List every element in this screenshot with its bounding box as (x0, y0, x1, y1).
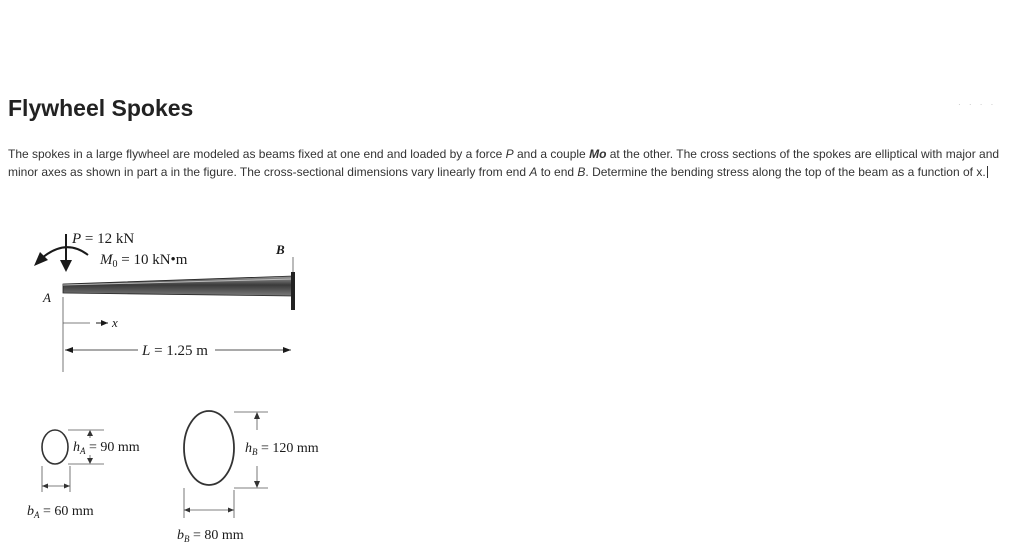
moment-value: = 10 kN•m (117, 252, 188, 268)
problem-text: . Determine the bending stress along the top of the beam as a function of x. (585, 165, 986, 179)
symbol-a: A (529, 165, 538, 179)
ha-value: = 90 mm (85, 440, 140, 455)
x-label: x (112, 315, 118, 330)
ba-value: = 60 mm (39, 504, 94, 519)
bb-value: = 80 mm (189, 528, 244, 543)
fixed-support (291, 272, 295, 310)
length-value: = 1.25 m (150, 343, 208, 359)
bb-symbol: b (177, 528, 184, 543)
moment-label (99, 252, 188, 270)
problem-text: to end (537, 165, 578, 179)
ba-symbol: b (27, 504, 34, 519)
section-b (184, 411, 268, 518)
length-label (141, 343, 208, 359)
bb-label (177, 528, 244, 544)
length-symbol: L (142, 343, 151, 359)
force-symbol: P (72, 231, 82, 247)
force-p-arrow (60, 234, 72, 272)
end-b-label: B (276, 242, 285, 257)
problem-text: and a couple (513, 147, 590, 161)
ba-subscript: A (34, 510, 40, 520)
hb-symbol: h (245, 441, 252, 456)
end-a-label: A (43, 290, 51, 305)
problem-text: at the other. The cross sections of the spokes are elliptical with major and minor axes as shown in part a in the figure. The cross-sectional dimensions vary linearly from end (8, 147, 1000, 179)
force-value: = 12 kN (81, 231, 135, 247)
hb-value: = 120 mm (257, 441, 319, 456)
more-options-icon[interactable]: · · · · (958, 100, 997, 109)
force-label (71, 231, 134, 247)
couple-m0-arrow (34, 247, 88, 266)
symbol-p: P (505, 147, 514, 161)
problem-text: The spokes in a large flywheel are modeled as beams fixed at one end and loaded by a force (8, 147, 506, 161)
symbol-b: B (577, 165, 586, 179)
bb-subscript: B (184, 534, 190, 544)
ha-subscript: A (80, 446, 86, 456)
ha-symbol: h (73, 440, 80, 455)
moment-subscript: 0 (112, 259, 118, 270)
moment-symbol: M (100, 252, 113, 268)
ha-label (73, 440, 140, 456)
hb-label (245, 441, 319, 457)
hb-subscript: B (252, 447, 258, 457)
ba-label (27, 504, 94, 520)
page-title: Flywheel Spokes (8, 95, 194, 121)
tapered-beam (63, 276, 293, 296)
symbol-mo: Mo (589, 147, 607, 161)
